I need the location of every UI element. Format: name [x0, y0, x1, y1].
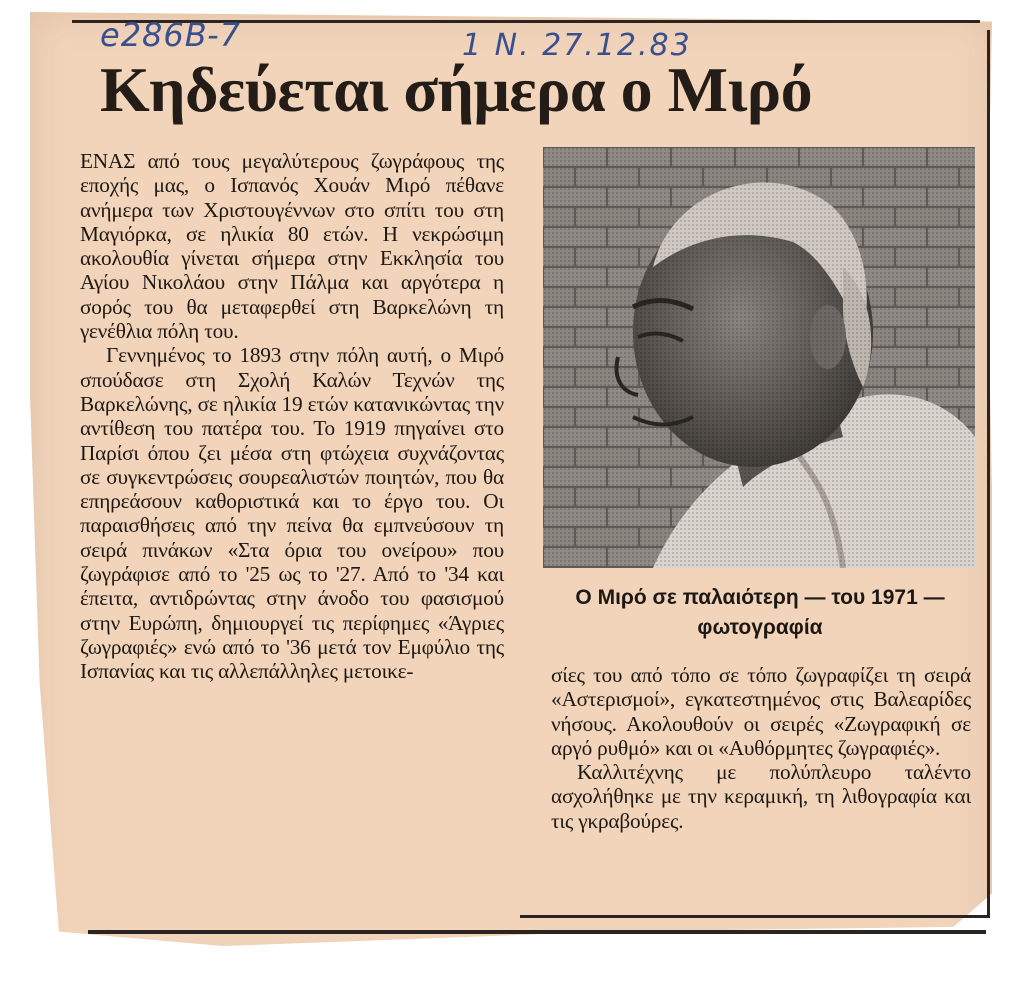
right-article-column	[551, 663, 971, 833]
headline: Κηδεύεται σήμερα ο Μιρό	[100, 54, 813, 125]
article-paragraph-4: Καλλιτέχνης με πολύπλευρο ταλέντο ασχολήθηκε με την κεραμική, τη λιθογραφία και τις γκραβούρες.	[551, 760, 971, 833]
bottom-rule	[88, 930, 986, 934]
right-rule	[987, 30, 990, 915]
column-bottom-rule	[520, 915, 990, 918]
photo-caption: Ο Μιρό σε παλαιότερη — του 1971 — φωτογραφία	[575, 586, 945, 639]
portrait-photo	[543, 147, 975, 568]
article-paragraph-2: Γεννημένος το 1893 στην πόλη αυτή, ο Μιρό σπούδασε στη Σχολή Καλών Τεχνών της Βαρκελώνης, σε ηλικία 19 ετών κατανικώντας την αντίθεση του πατέρα του. Το 1919 πηγαίνει στο Παρίσι όπου ζει μέσα στη φτώχεια συχνάζοντας σε συγκεντρώσεις σουρεαλιστών ποιητών, που θα επηρεάσουν καθοριστικά και το έργο του. Οι παραισθήσεις από την πείνα θα εμπνεύσουν τη σειρά πινάκων «Στα όρια του ονείρου» που ζωγράφισε από το '25 ως το '27. Από το '34 και έπειτα, αντιδρώντας στην άνοδο του φασισμού στην Ευρώπη, δημιουργεί τις περίφημες «Άγριες ζωγραφιές» ενώ από το '36 μετά τον Εμφύλιο της Ισπανίας και τις αλλεπάλληλες μετοικε-	[80, 343, 504, 684]
left-article-column	[80, 149, 504, 684]
handwritten-date: 1 N. 27.12.83	[462, 28, 692, 63]
handwritten-archive-code: e286B-7	[100, 16, 242, 54]
portrait-photo-icon	[543, 147, 975, 568]
article-paragraph-3: σίες του από τόπο σε τόπο ζωγραφίζει τη σειρά «Αστερισμοί», εγκατεστημένος στις Βαλεαρίδες νήσους. Ακολουθούν οι σειρές «Ζωγραφική σε αργό ρυθμό» και οι «Αυθόρμητες ζωγραφιές».	[551, 663, 971, 760]
article-paragraph-1: ΕΝΑΣ από τους μεγαλύτερους ζωγράφους της εποχής μας, ο Ισπανός Χουάν Μιρό πέθανε ανήμερα των Χριστουγέννων στο σπίτι του στη Μαγιόρκα, σε ηλικία 80 ετών. Η νεκρώσιμη ακολουθία γίνεται σήμερα στην Εκκλησία του Αγίου Νικολάου στην Πάλμα και αργότερα η σορός του θα μεταφερθεί στη Βαρκελώνη τη γενέθλια πόλη του.	[80, 149, 504, 344]
